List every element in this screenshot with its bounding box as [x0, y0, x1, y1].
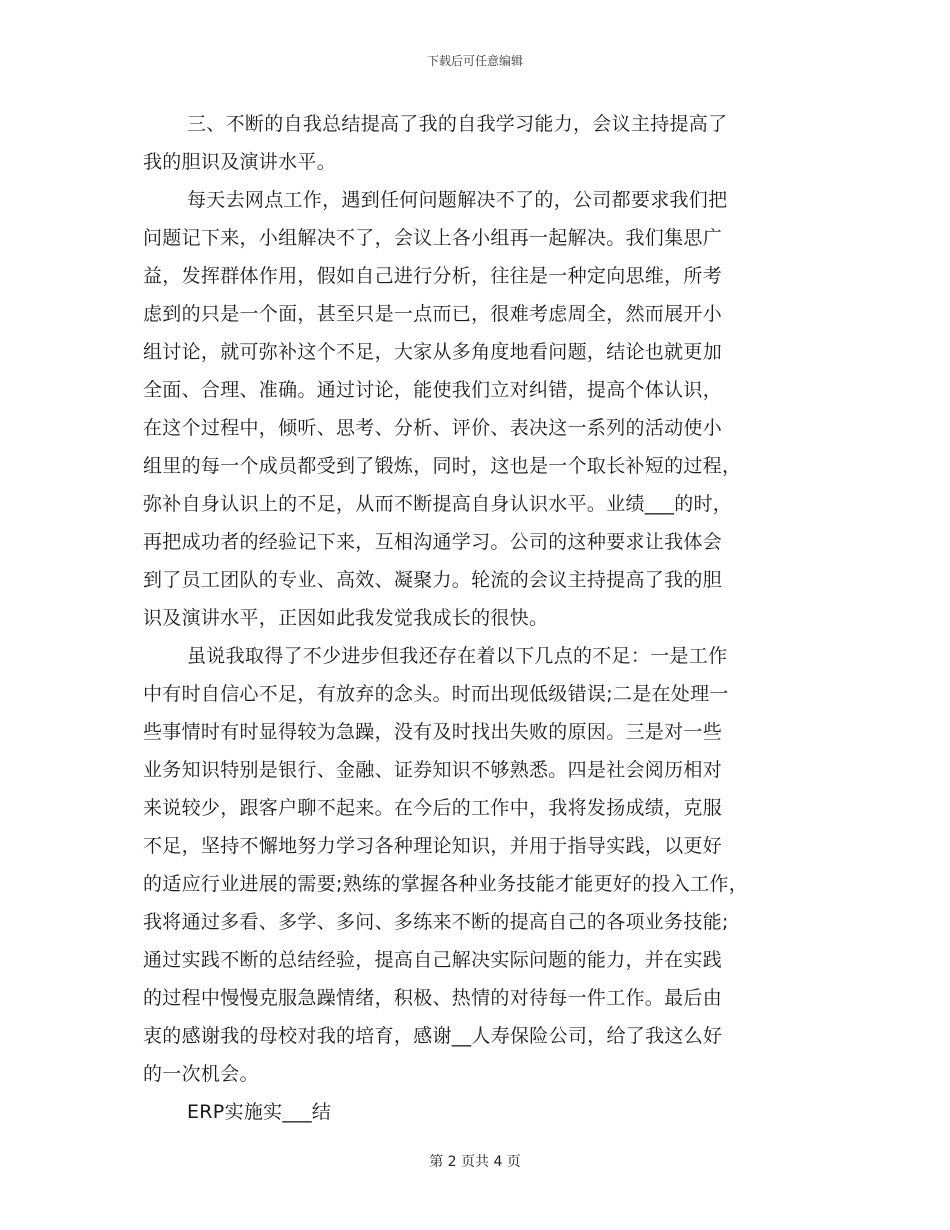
paragraph	[143, 637, 813, 1093]
text-line: 来说较少，跟客户聊不起来。在今后的工作中，我将发扬成绩，克服	[143, 797, 723, 819]
text-line: 识及演讲水平，正因如此我发觉我成长的很快。	[143, 607, 549, 629]
text-line: 通过实践不断的总结经验，提高自己解决实际问题的能力，并在实践	[143, 949, 723, 971]
text-line: 的过程中慢慢克服急躁情绪，积极、热情的对待每一件工作。最后由	[143, 987, 723, 1009]
text-line: 每天去网点工作，遇到任何问题解决不了的，公司都要求我们把	[187, 189, 728, 211]
text-line: 我的胆识及演讲水平。	[143, 151, 337, 173]
text-line: 全面、合理、准确。通过讨论，能使我们立对纠错，提高个体认识，	[143, 379, 723, 401]
text-line: 虽说我取得了不少进步但我还存在着以下几点的不足：一是工作	[187, 645, 728, 667]
text-line: 我将通过多看、多学、多问、多练来不断的提高自己的各项业务技能;	[143, 911, 729, 933]
text-line: 中有时自信心不足，有放弃的念头。时而出现低级错误;二是在处理一	[143, 683, 729, 705]
text-line: ERP实施实___结	[187, 1101, 332, 1123]
text-line: 的适应行业进展的需要;熟练的掌握各种业务技能才能更好的投入工作，	[143, 873, 749, 895]
text-line: 业务知识特别是银行、金融、证券知识不够熟悉。四是社会阅历相对	[143, 759, 723, 781]
text-line: 弥补自身认识上的不足，从而不断提高自身认识水平。业绩___的时，	[143, 493, 733, 515]
text-line: 问题记下来，小组解决不了，会议上各小组再一起解决。我们集思广	[143, 227, 723, 249]
text-line: 不足，坚持不懈地努力学习各种理论知识，并用于指导实践，以更好	[143, 835, 723, 857]
paragraph	[143, 181, 813, 637]
text-line: 到了员工团队的专业、高效、凝聚力。轮流的会议主持提高了我的胆	[143, 569, 723, 591]
text-line: 益，发挥群体作用，假如自己进行分析，往往是一种定向思维，所考	[143, 265, 723, 287]
text-line: 虑到的只是一个面，甚至只是一点而已，很难考虑周全，然而展开小	[143, 303, 723, 325]
text-line: 三、不断的自我总结提高了我的自我学习能力，会议主持提高了	[187, 113, 728, 135]
text-line: 的一次机会。	[143, 1063, 259, 1085]
text-line: 在这个过程中，倾听、思考、分析、评价、表决这一系列的活动使小	[143, 417, 723, 439]
text-line: 些事情时有时显得较为急躁，没有及时找出失败的原因。三是对一些	[143, 721, 723, 743]
text-line: 再把成功者的经验记下来，互相沟通学习。公司的这种要求让我体会	[143, 531, 723, 553]
page-header: 下载后可任意编辑	[426, 54, 523, 68]
page-footer: 第 2 页共 4 页	[429, 1154, 521, 1170]
text-line: 组里的每一个成员都受到了锻炼，同时，这也是一个取长补短的过程，	[143, 455, 742, 477]
paragraph	[143, 1093, 813, 1131]
text-line: 组讨论，就可弥补这个不足，大家从多角度地看问题，结论也就更加	[143, 341, 723, 363]
document-body	[143, 105, 813, 1131]
paragraph	[143, 105, 813, 181]
text-line: 衷的感谢我的母校对我的培育，感谢__人寿保险公司，给了我这么好	[143, 1025, 723, 1047]
